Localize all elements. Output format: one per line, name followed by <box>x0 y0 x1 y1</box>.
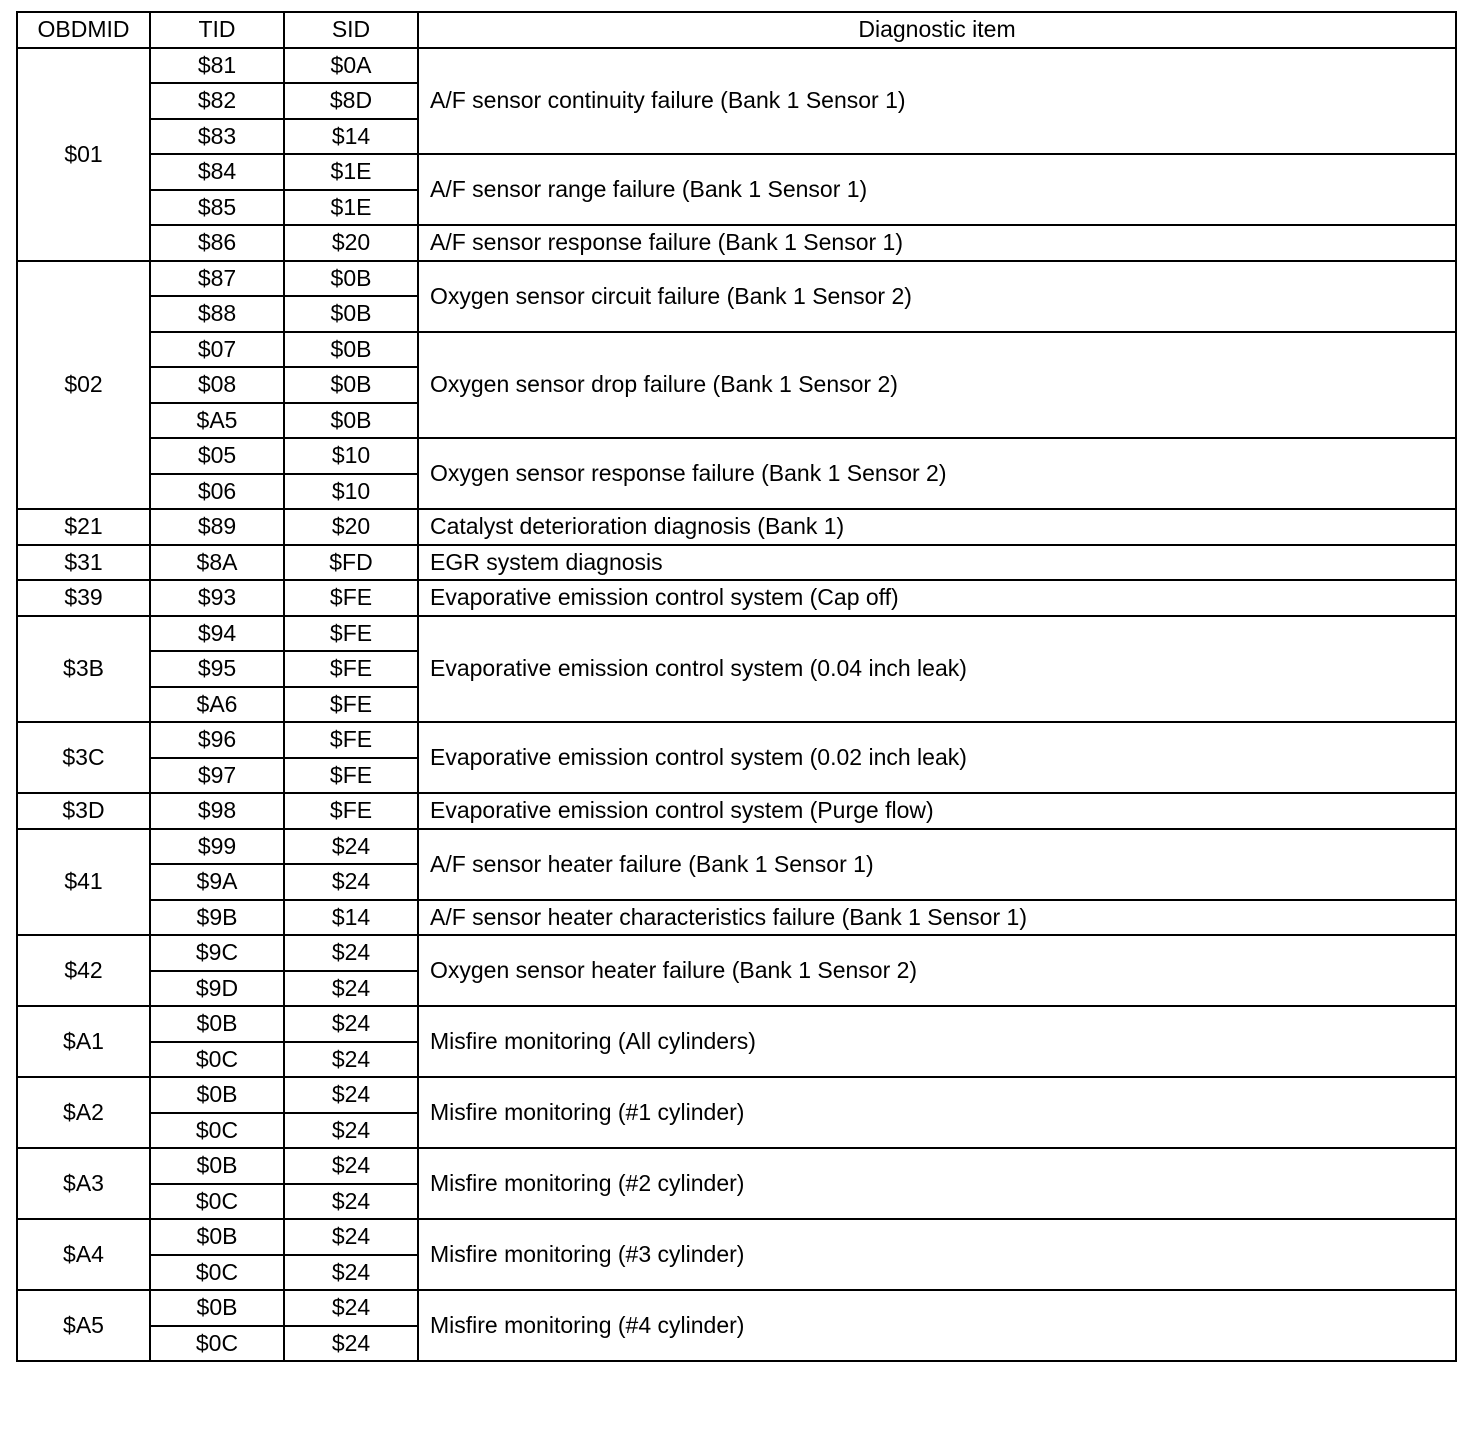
diagnostic-item-cell: Oxygen sensor response failure (Bank 1 Sensor 2) <box>418 438 1456 509</box>
tid-cell: $82 <box>150 83 284 119</box>
tid-cell: $07 <box>150 332 284 368</box>
sid-cell: $24 <box>284 1113 418 1149</box>
sid-cell: $24 <box>284 1077 418 1113</box>
sid-cell: $FE <box>284 793 418 829</box>
diagnostic-item-cell: Evaporative emission control system (Purge flow) <box>418 793 1456 829</box>
tid-cell: $96 <box>150 722 284 758</box>
table-row <box>17 935 1456 971</box>
sid-cell: $FE <box>284 687 418 723</box>
obdmid-cell: $02 <box>17 261 150 510</box>
tid-cell: $0C <box>150 1042 284 1078</box>
obdmid-cell: $A3 <box>17 1148 150 1219</box>
table-row <box>17 261 1456 297</box>
tid-cell: $0C <box>150 1113 284 1149</box>
diagnostic-item-cell: A/F sensor range failure (Bank 1 Sensor 1) <box>418 154 1456 225</box>
table-row <box>17 1006 1456 1042</box>
tid-cell: $0B <box>150 1077 284 1113</box>
table-row <box>17 509 1456 545</box>
tid-cell: $06 <box>150 474 284 510</box>
obdmid-cell: $A4 <box>17 1219 150 1290</box>
diagnostic-item-cell: Misfire monitoring (All cylinders) <box>418 1006 1456 1077</box>
table-row <box>17 1219 1456 1255</box>
diagnostic-item-cell: Misfire monitoring (#1 cylinder) <box>418 1077 1456 1148</box>
sid-cell: $24 <box>284 1219 418 1255</box>
table-row <box>17 900 1456 936</box>
diagnostic-item-cell: Evaporative emission control system (Cap off) <box>418 580 1456 616</box>
sid-cell: $FD <box>284 545 418 581</box>
tid-cell: $05 <box>150 438 284 474</box>
header-tid: TID <box>150 12 284 48</box>
tid-cell: $87 <box>150 261 284 297</box>
obdmid-cell: $A5 <box>17 1290 150 1361</box>
diagnostic-item-cell: Misfire monitoring (#3 cylinder) <box>418 1219 1456 1290</box>
tid-cell: $9B <box>150 900 284 936</box>
diagnostic-item-cell: Misfire monitoring (#2 cylinder) <box>418 1148 1456 1219</box>
table-row <box>17 545 1456 581</box>
tid-cell: $0B <box>150 1219 284 1255</box>
sid-cell: $14 <box>284 119 418 155</box>
table-row <box>17 1148 1456 1184</box>
diagnostic-item-cell: Catalyst deterioration diagnosis (Bank 1) <box>418 509 1456 545</box>
tid-cell: $08 <box>150 367 284 403</box>
sid-cell: $0A <box>284 48 418 84</box>
sid-cell: $24 <box>284 1006 418 1042</box>
sid-cell: $24 <box>284 935 418 971</box>
obdmid-table <box>16 11 1457 1362</box>
tid-cell: $A6 <box>150 687 284 723</box>
table-row <box>17 225 1456 261</box>
diagnostic-item-cell: Misfire monitoring (#4 cylinder) <box>418 1290 1456 1361</box>
sid-cell: $24 <box>284 1290 418 1326</box>
tid-cell: $97 <box>150 758 284 794</box>
obdmid-cell: $39 <box>17 580 150 616</box>
sid-cell: $24 <box>284 864 418 900</box>
sid-cell: $20 <box>284 225 418 261</box>
obdmid-cell: $41 <box>17 829 150 936</box>
tid-cell: $0B <box>150 1006 284 1042</box>
sid-cell: $FE <box>284 580 418 616</box>
sid-cell: $24 <box>284 1042 418 1078</box>
diagnostic-item-cell: A/F sensor response failure (Bank 1 Sensor 1) <box>418 225 1456 261</box>
table-row <box>17 829 1456 865</box>
table-row <box>17 48 1456 84</box>
sid-cell: $10 <box>284 474 418 510</box>
diagnostic-item-cell: A/F sensor heater characteristics failure (Bank 1 Sensor 1) <box>418 900 1456 936</box>
sid-cell: $0B <box>284 296 418 332</box>
obdmid-cell: $42 <box>17 935 150 1006</box>
obdmid-cell: $3B <box>17 616 150 723</box>
sid-cell: $0B <box>284 332 418 368</box>
tid-cell: $8A <box>150 545 284 581</box>
tid-cell: $93 <box>150 580 284 616</box>
obdmid-cell: $01 <box>17 48 150 261</box>
tid-cell: $0C <box>150 1184 284 1220</box>
header-row <box>17 12 1456 48</box>
sid-cell: $0B <box>284 403 418 439</box>
tid-cell: $0C <box>150 1255 284 1291</box>
tid-cell: $9C <box>150 935 284 971</box>
sid-cell: $0B <box>284 367 418 403</box>
sid-cell: $FE <box>284 758 418 794</box>
tid-cell: $0B <box>150 1290 284 1326</box>
sid-cell: $1E <box>284 154 418 190</box>
sid-cell: $24 <box>284 1326 418 1362</box>
sid-cell: $14 <box>284 900 418 936</box>
obdmid-cell: $31 <box>17 545 150 581</box>
sid-cell: $24 <box>284 1255 418 1291</box>
sid-cell: $FE <box>284 616 418 652</box>
tid-cell: $88 <box>150 296 284 332</box>
tid-cell: $95 <box>150 651 284 687</box>
header-sid: SID <box>284 12 418 48</box>
tid-cell: $84 <box>150 154 284 190</box>
table-row <box>17 332 1456 368</box>
sid-cell: $FE <box>284 651 418 687</box>
diagnostic-item-cell: EGR system diagnosis <box>418 545 1456 581</box>
diagnostic-item-cell: Evaporative emission control system (0.02 inch leak) <box>418 722 1456 793</box>
obdmid-cell: $3C <box>17 722 150 793</box>
table-row <box>17 1290 1456 1326</box>
diagnostic-item-cell: Oxygen sensor drop failure (Bank 1 Sensor 2) <box>418 332 1456 439</box>
sid-cell: $24 <box>284 829 418 865</box>
diagnostic-item-cell: A/F sensor continuity failure (Bank 1 Sensor 1) <box>418 48 1456 155</box>
sid-cell: $24 <box>284 1148 418 1184</box>
table-row <box>17 616 1456 652</box>
table-row <box>17 1077 1456 1113</box>
tid-cell: $94 <box>150 616 284 652</box>
tid-cell: $9A <box>150 864 284 900</box>
obdmid-cell: $21 <box>17 509 150 545</box>
obdmid-cell: $A1 <box>17 1006 150 1077</box>
table-row <box>17 438 1456 474</box>
table-row <box>17 154 1456 190</box>
sid-cell: $24 <box>284 1184 418 1220</box>
tid-cell: $81 <box>150 48 284 84</box>
diagnostic-item-cell: Oxygen sensor circuit failure (Bank 1 Sensor 2) <box>418 261 1456 332</box>
sid-cell: $24 <box>284 971 418 1007</box>
table-body <box>17 48 1456 1362</box>
tid-cell: $0B <box>150 1148 284 1184</box>
sid-cell: $8D <box>284 83 418 119</box>
obdmid-cell: $A2 <box>17 1077 150 1148</box>
tid-cell: $83 <box>150 119 284 155</box>
table-row <box>17 722 1456 758</box>
header-obdmid: OBDMID <box>17 12 150 48</box>
tid-cell: $9D <box>150 971 284 1007</box>
header-diagnostic-item: Diagnostic item <box>418 12 1456 48</box>
tid-cell: $A5 <box>150 403 284 439</box>
diagnostic-item-cell: Oxygen sensor heater failure (Bank 1 Sensor 2) <box>418 935 1456 1006</box>
sid-cell: $FE <box>284 722 418 758</box>
obdmid-cell: $3D <box>17 793 150 829</box>
table-row <box>17 580 1456 616</box>
tid-cell: $99 <box>150 829 284 865</box>
diagnostic-item-cell: Evaporative emission control system (0.04 inch leak) <box>418 616 1456 723</box>
sid-cell: $0B <box>284 261 418 297</box>
table-row <box>17 793 1456 829</box>
sid-cell: $1E <box>284 190 418 226</box>
tid-cell: $98 <box>150 793 284 829</box>
tid-cell: $0C <box>150 1326 284 1362</box>
sid-cell: $10 <box>284 438 418 474</box>
diagnostic-item-cell: A/F sensor heater failure (Bank 1 Sensor 1) <box>418 829 1456 900</box>
tid-cell: $85 <box>150 190 284 226</box>
sid-cell: $20 <box>284 509 418 545</box>
tid-cell: $86 <box>150 225 284 261</box>
tid-cell: $89 <box>150 509 284 545</box>
